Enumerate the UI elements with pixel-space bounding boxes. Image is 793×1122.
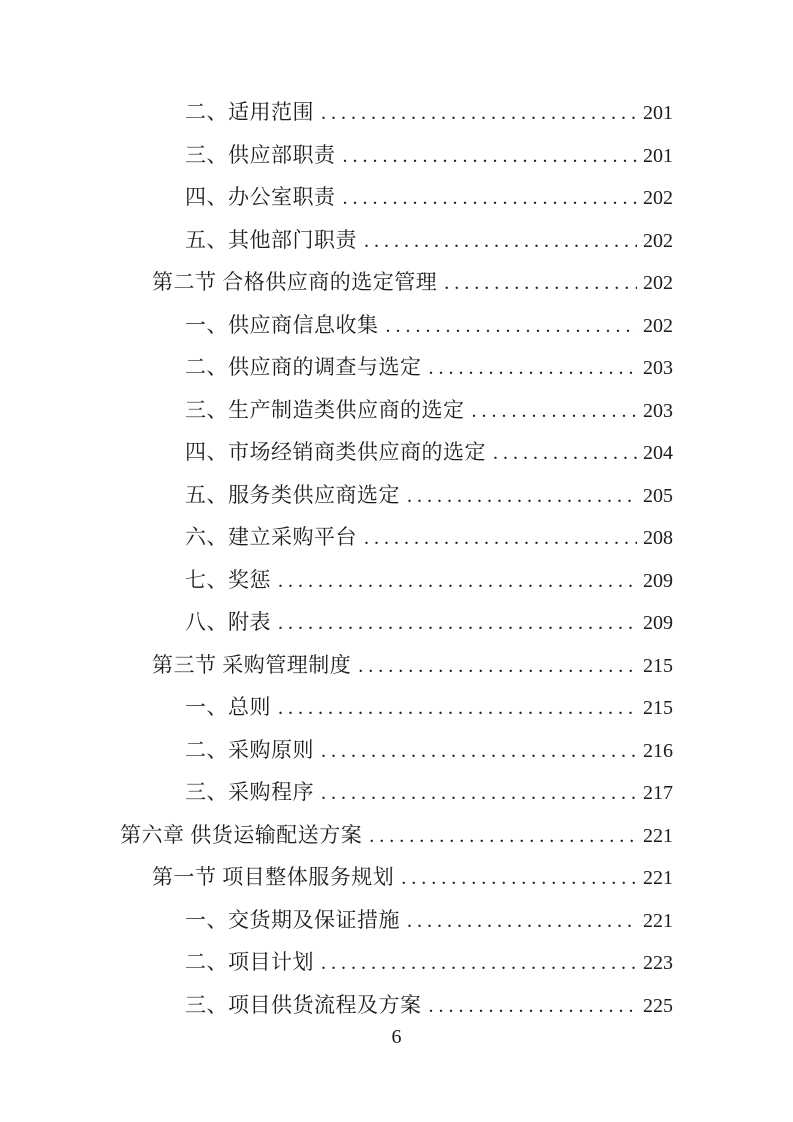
toc-dot-leader: [394, 857, 637, 900]
toc-entry[interactable]: [120, 390, 673, 433]
toc-dot-leader: [314, 942, 637, 985]
toc-entry[interactable]: [120, 475, 673, 518]
toc-dot-leader: [465, 390, 638, 433]
toc-entry-label: 二、适用范围: [185, 100, 314, 124]
toc-entry-page: 215: [643, 654, 673, 677]
toc-entry-page: 202: [643, 229, 673, 252]
toc-dot-leader: [314, 92, 637, 135]
toc-entry-page: 208: [643, 527, 673, 549]
toc-entry-label: 六、建立采购平台: [185, 525, 357, 549]
toc-entry-label: 三、项目供货流程及方案: [185, 992, 422, 1017]
toc-dot-leader: [271, 602, 637, 645]
toc-entry-page: 205: [643, 484, 673, 507]
toc-entry-label: 二、供应商的调查与选定: [185, 355, 422, 379]
toc-entry-page: 225: [643, 994, 673, 1017]
toc-entry-page: 221: [643, 867, 673, 889]
toc-entry[interactable]: [120, 602, 673, 645]
toc-dot-leader: [400, 475, 637, 518]
toc-dot-leader: [336, 177, 638, 220]
toc-entry-page: 201: [643, 102, 673, 124]
toc-entry[interactable]: [120, 135, 673, 178]
toc-entry[interactable]: [120, 560, 673, 603]
toc-dot-leader: [486, 432, 637, 475]
toc-entry[interactable]: [120, 92, 673, 135]
toc-entry[interactable]: [120, 772, 673, 815]
toc-entry[interactable]: [120, 900, 673, 943]
toc-entry-label: 第一节 项目整体服务规划: [152, 865, 395, 889]
toc-entry-label: 三、采购程序: [185, 780, 314, 804]
toc-entry-page: 209: [643, 612, 673, 634]
toc-dot-leader: [422, 347, 638, 390]
toc-entry-page: 221: [643, 824, 673, 847]
toc-dot-leader: [314, 730, 637, 773]
toc-entry[interactable]: [120, 730, 673, 773]
toc-dot-leader: [351, 645, 637, 688]
toc-entry-label: 四、办公室职责: [185, 185, 336, 209]
toc-dot-leader: [357, 220, 637, 263]
toc-entry-label: 一、供应商信息收集: [185, 312, 379, 337]
toc-dot-leader: [422, 985, 638, 1028]
toc-entry-page: 201: [643, 144, 673, 167]
toc-entry-label: 三、供应部职责: [185, 142, 336, 167]
toc-entry-label: 二、项目计划: [185, 950, 314, 974]
toc-entry[interactable]: [120, 942, 673, 985]
toc-entry-page: 202: [643, 187, 673, 209]
toc-entry[interactable]: [120, 985, 673, 1028]
toc-entry-page: 217: [643, 782, 673, 804]
toc-entry-page: 216: [643, 739, 673, 762]
toc-entry-label: 四、市场经销商类供应商的选定: [185, 440, 486, 464]
toc-entry-label: 第三节 采购管理制度: [152, 652, 352, 677]
toc-dot-leader: [357, 517, 637, 560]
toc-dot-leader: [336, 135, 638, 178]
toc-entry-page: 215: [643, 697, 673, 719]
footer-page-number: 6: [391, 1026, 402, 1048]
toc-entry-label: 第二节 合格供应商的选定管理: [152, 270, 438, 294]
toc-dot-leader: [400, 900, 637, 943]
toc-dot-leader: [437, 262, 637, 305]
toc-entry-section[interactable]: [120, 645, 673, 688]
toc-entry-label: 五、服务类供应商选定: [185, 482, 400, 507]
toc-dot-leader: [271, 687, 637, 730]
toc-entry-label: 三、生产制造类供应商的选定: [185, 397, 465, 422]
toc-entry-page: 203: [643, 357, 673, 379]
toc-entry[interactable]: [120, 517, 673, 560]
toc-entry[interactable]: [120, 177, 673, 220]
toc-entry-page: 204: [643, 442, 673, 464]
toc-entry-page: 221: [643, 909, 673, 932]
toc-entry-page: 202: [643, 272, 673, 294]
toc-entry[interactable]: [120, 432, 673, 475]
toc-entry-label: 一、交货期及保证措施: [185, 907, 400, 932]
toc-entry-page: 223: [643, 952, 673, 974]
toc-dot-leader: [271, 560, 637, 603]
toc-entry-label: 二、采购原则: [185, 737, 314, 762]
table-of-contents: [120, 92, 673, 1027]
toc-entry-label: 五、其他部门职责: [185, 227, 357, 252]
toc-dot-leader: [379, 305, 638, 348]
toc-entry-label: 一、总则: [185, 695, 271, 719]
toc-entry-page: 203: [643, 399, 673, 422]
toc-entry-label: 第六章 供货运输配送方案: [120, 822, 363, 847]
toc-dot-leader: [314, 772, 637, 815]
toc-entry[interactable]: [120, 687, 673, 730]
toc-entry-section[interactable]: [120, 857, 673, 900]
toc-entry-label: 八、附表: [185, 610, 271, 634]
toc-entry-section[interactable]: [120, 262, 673, 305]
toc-entry[interactable]: [120, 305, 673, 348]
toc-entry-page: 202: [643, 314, 673, 337]
toc-entry-chapter[interactable]: [120, 815, 673, 858]
toc-entry[interactable]: [120, 347, 673, 390]
toc-entry-label: 七、奖惩: [185, 567, 271, 592]
toc-dot-leader: [362, 815, 637, 858]
toc-entry-page: 209: [643, 569, 673, 592]
toc-entry[interactable]: [120, 220, 673, 263]
